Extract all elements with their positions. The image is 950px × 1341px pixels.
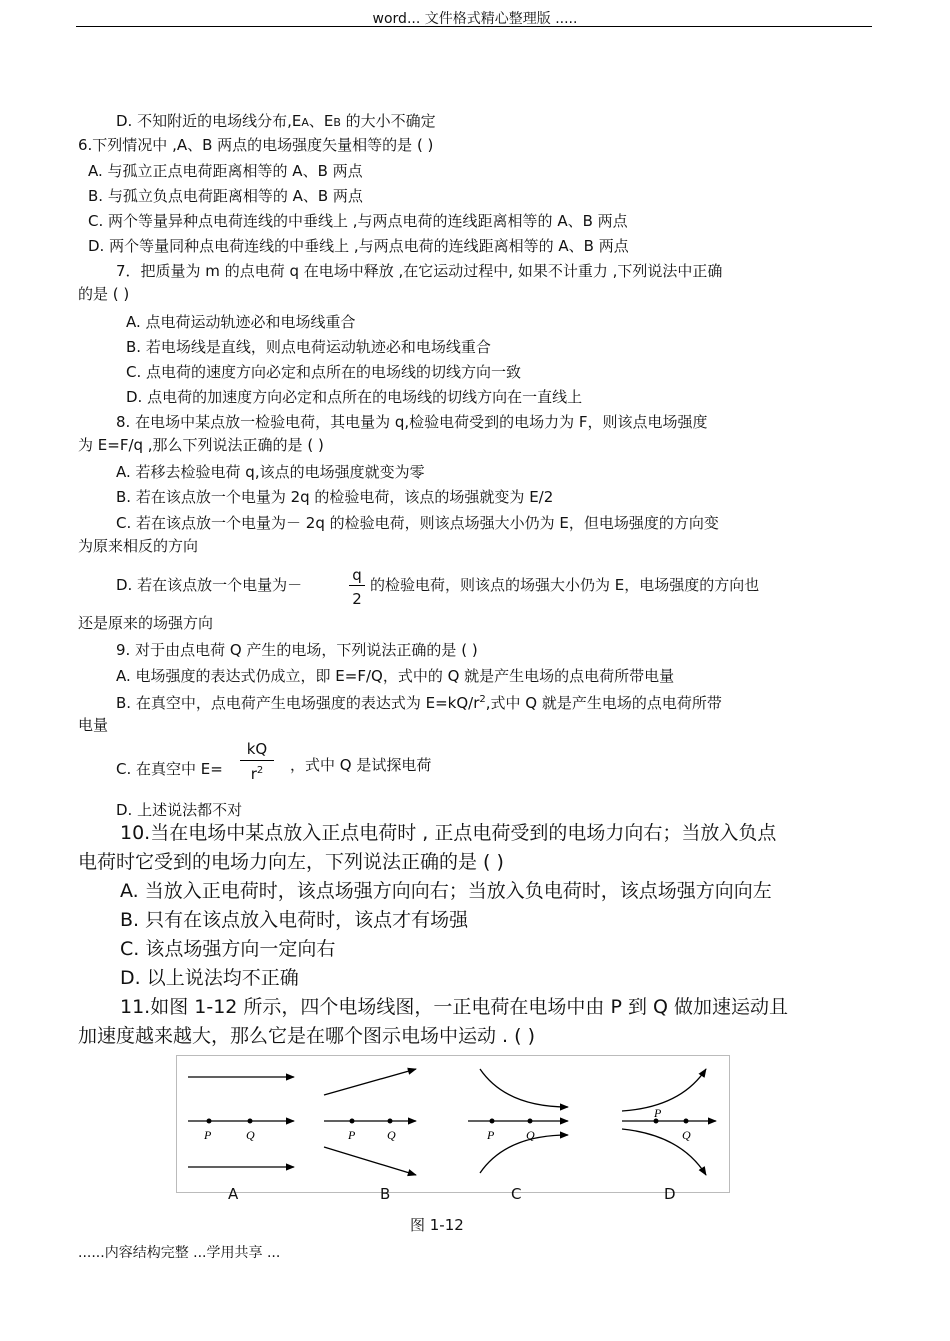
line-q7b: 的是 ( ) (78, 285, 130, 303)
q9b-after: ,式中 Q 就是产生电场的点电荷所带 (485, 694, 722, 712)
panel-b-diverging-field (324, 1069, 416, 1175)
line-q9: 9. 对于由点电荷 Q 产生的电场，下列说法正确的是 ( ) (116, 641, 478, 659)
q9b-sup: 2 (479, 694, 486, 705)
header-rule (76, 26, 872, 27)
label-p-c: P (487, 1128, 495, 1142)
fraction-numerator: q (352, 566, 362, 584)
line-q9a: A. 电场强度的表达式仍成立，即 E=F/Q，式中的 Q 就是产生电场的点电荷所带电量 (116, 667, 675, 685)
line-q7: 7．把质量为 m 的点电荷 q 在电场中释放 ,在它运动过程中, 如果不计重力 ,下列说法中正确 (116, 262, 723, 280)
line-q6a: A. 与孤立正点电荷距离相等的 A、B 两点 (88, 162, 363, 180)
q9b-text: B. 在真空中，点电荷产生电场强度的表达式为 E=kQ/r (116, 694, 480, 712)
line-q5d (116, 112, 436, 132)
line-q10d: D. 以上说法均不正确 (120, 967, 299, 989)
label-q-a: Q (246, 1128, 255, 1142)
line-q10c: C. 该点场强方向一定向右 (120, 938, 336, 960)
line-q8d-after: 的检验电荷，则该点的场强大小仍为 E，电场强度的方向也 (370, 576, 760, 594)
label-p-b: P (348, 1128, 356, 1142)
line-q8c2: 为原来相反的方向 (78, 537, 199, 555)
fraction-denominator (240, 765, 274, 783)
line-q10: 10.当在电场中某点放入正点电荷时 , 正点电荷受到的电场力向右；当放入负点 (120, 822, 777, 844)
line-q11b: 加速度越来越大，那么它是在哪个图示电场中运动 . ( ) (78, 1025, 535, 1047)
label-p-d: P (654, 1106, 662, 1120)
panel-label-b: B (380, 1185, 391, 1203)
electric-field-figure (176, 1055, 730, 1193)
line-q7a1: A. 点电荷运动轨迹必和电场线重合 (126, 313, 356, 331)
line-q7a2: B. 若电场线是直线，则点电荷运动轨迹必和电场线重合 (126, 338, 491, 356)
line-q8a: A. 若移去检验电荷 q,该点的电场强度就变为零 (116, 463, 425, 481)
den-sup: 2 (256, 765, 264, 776)
line-q6b: B. 与孤立负点电荷距离相等的 A、B 两点 (88, 187, 363, 205)
line-q6: 6.下列情况中 ,A、B 两点的电场强度矢量相等的是 ( ) (78, 136, 434, 154)
page-footer: ......内容结构完整 ...学用共享 ... (78, 1245, 281, 1261)
panel-label-c: C (511, 1185, 522, 1203)
fraction-denominator: 2 (352, 590, 362, 608)
line-part: B (333, 116, 341, 129)
line-part: A (301, 116, 309, 129)
line-q10a: A. 当放入正电荷时，该点场强方向向右；当放入负电荷时，该点场强方向向左 (120, 880, 772, 902)
line-q7a3: C. 点电荷的速度方向必定和点所在的电场线的切线方向一致 (126, 363, 522, 381)
panel-c-converging-field (468, 1069, 568, 1173)
line-part: D. 不知附近的电场线分布, (116, 112, 292, 130)
line-q8bb: B. 若在该点放一个电量为 2q 的检验电荷，该点的场强就变为 E/2 (116, 488, 554, 506)
figure-caption: 图 1-12 (410, 1216, 464, 1234)
line-q7a4: D. 点电荷的加速度方向必定和点所在的电场线的切线方向在一直线上 (126, 388, 583, 406)
line-q9d: D. 上述说法都不对 (116, 801, 243, 819)
line-q8: 8. 在电场中某点放一检验电荷，其电量为 q,检验电荷受到的电场力为 F，则该点电场强度 (116, 413, 708, 431)
panel-d-spreading-field (622, 1069, 716, 1175)
line-q11: 11.如图 1-12 所示，四个电场线图，一正电荷在电场中由 P 到 Q 做加速运动且 (120, 996, 788, 1018)
line-q8c: C. 若在该点放一个电量为－ 2q 的检验电荷，则该点场强大小仍为 E，但电场强度的方向变 (116, 514, 719, 532)
label-q-d: Q (682, 1128, 691, 1142)
line-q8d: D. 若在该点放一个电量为－ (116, 576, 303, 594)
fraction-bar (240, 760, 274, 761)
label-p-a: P (204, 1128, 212, 1142)
line-part: E (291, 112, 302, 130)
line-part: 的大小不确定 (340, 112, 436, 130)
fraction-numerator: kQ (246, 740, 268, 758)
den-r: r (250, 765, 257, 783)
line-q8b: 为 E=F/q ,那么下列说法正确的是 ( ) (78, 436, 324, 454)
panel-a-uniform-field (188, 1077, 294, 1167)
line-q10b: 电荷时它受到的电场力向左，下列说法正确的是 ( ) (78, 851, 504, 873)
line-q10bb: B. 只有在该点放入电荷时，该点才有场强 (120, 909, 469, 931)
panel-label-a: A (228, 1185, 239, 1203)
q9-option-c: C. 在真空中 E= (116, 760, 223, 778)
label-q-c: Q (526, 1128, 535, 1142)
page-header: word... 文件格式精心整理版 ..... (372, 11, 578, 27)
line-q6c: C. 两个等量异种点电荷连线的中垂线上 ,与两点电荷的连线距离相等的 A、B 两点 (88, 212, 628, 230)
panel-label-d: D (664, 1185, 676, 1203)
line-q9c2: ，式中 Q 是试探电荷 (290, 756, 432, 774)
label-q-b: Q (387, 1128, 396, 1142)
line-part: 、E (308, 112, 334, 130)
line-q9b2: 电量 (78, 716, 109, 734)
line-q6d: D. 两个等量同种点电荷连线的中垂线上 ,与两点电荷的连线距离相等的 A、B 两点 (88, 237, 629, 255)
q9-option-b (116, 691, 722, 712)
fraction-bar (349, 585, 365, 586)
line-q8d2: 还是原来的场强方向 (78, 614, 214, 632)
figure-frame (177, 1056, 730, 1193)
